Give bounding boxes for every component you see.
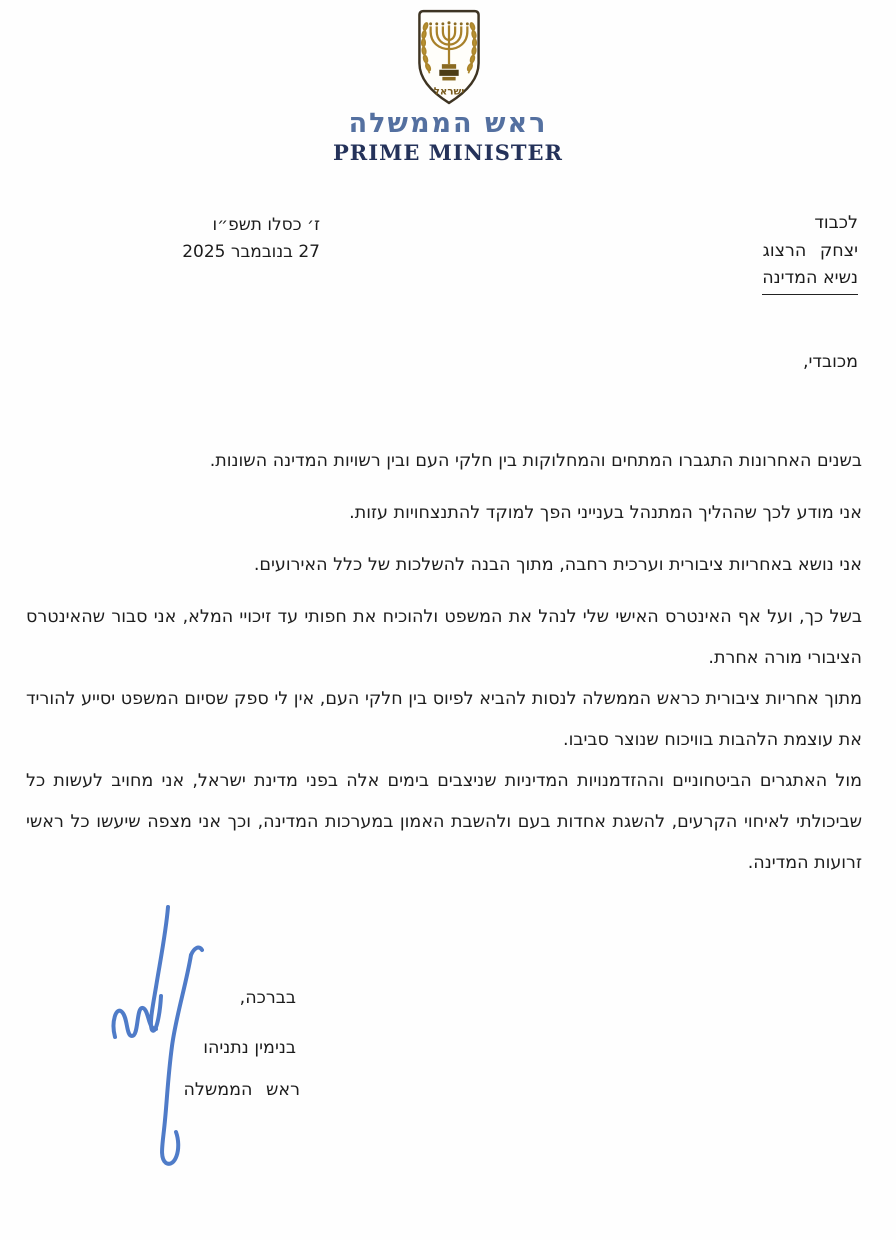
recipient-block bbox=[762, 210, 858, 295]
paragraph: אני מודע לכך שההליך המתנהל בענייני הפך למוקד להתנצחויות עזות. bbox=[349, 503, 862, 523]
paragraph: מול האתגרים הביטחוניים וההזדמנויות המדיניות שניצבים בימים אלה בפני מדינת ישראל, אני מחויב לעשות כל שביכולתי לאיחוי הקרעים, להשגת אחדות בעם ולהשבת האמון במערכות המדינה, וכך אני מצפה שיעשו כל ראשי זרועות המדינה. bbox=[26, 771, 862, 873]
emblem-caption: ישראל bbox=[433, 86, 465, 98]
signer-name: בנימין נתניהו bbox=[203, 1038, 296, 1058]
salutation: מכובדי, bbox=[802, 352, 858, 372]
closing-farewell: בברכה, bbox=[239, 988, 296, 1008]
paragraph: בשל כך, ועל אף האינטרס האישי שלי לנהל את המשפט ולהוכיח את חפותי עד זיכויי המלא, אני סבור שהאינטרס הציבורי מורה אחרת. bbox=[26, 607, 862, 668]
recipient-name: יצחק הרצוג bbox=[762, 240, 858, 261]
recipient-honorific: לכבוד bbox=[814, 213, 858, 233]
emblem-graphic bbox=[398, 6, 500, 108]
paragraph: מתוך אחריות ציבורית כראש הממשלה לנסות להביא לפיוס בין חלקי העם, אין לי ספק שסיום המשפט יסייע להוריד את עוצמת הלהבות בוויכוח שנוצר סביבו. bbox=[26, 689, 862, 750]
date-gregorian: 27 בנובמבר 2025 bbox=[182, 242, 320, 262]
letterhead-title-hebrew: ראש הממשלה bbox=[348, 108, 548, 139]
date-block bbox=[140, 212, 320, 266]
paragraph: אני נושא באחריות ציבורית וערכית רחבה, מתוך הבנה להשלכות של כלל האירועים. bbox=[253, 555, 862, 575]
signer-title: ראש הממשלה bbox=[183, 1080, 300, 1100]
date-hebrew: ז׳ כסלו תשפ״ו bbox=[212, 215, 320, 235]
letter-body bbox=[26, 441, 862, 884]
paragraph: בשנים האחרונות התגברו המתחים והמחלוקות בין חלקי העם ובין רשויות המדינה השונות. bbox=[209, 451, 862, 471]
state-emblem-of-israel bbox=[398, 6, 500, 108]
recipient-role: נשיא המדינה bbox=[762, 265, 858, 295]
letterhead-title-english: PRIME MINISTER bbox=[333, 140, 563, 165]
